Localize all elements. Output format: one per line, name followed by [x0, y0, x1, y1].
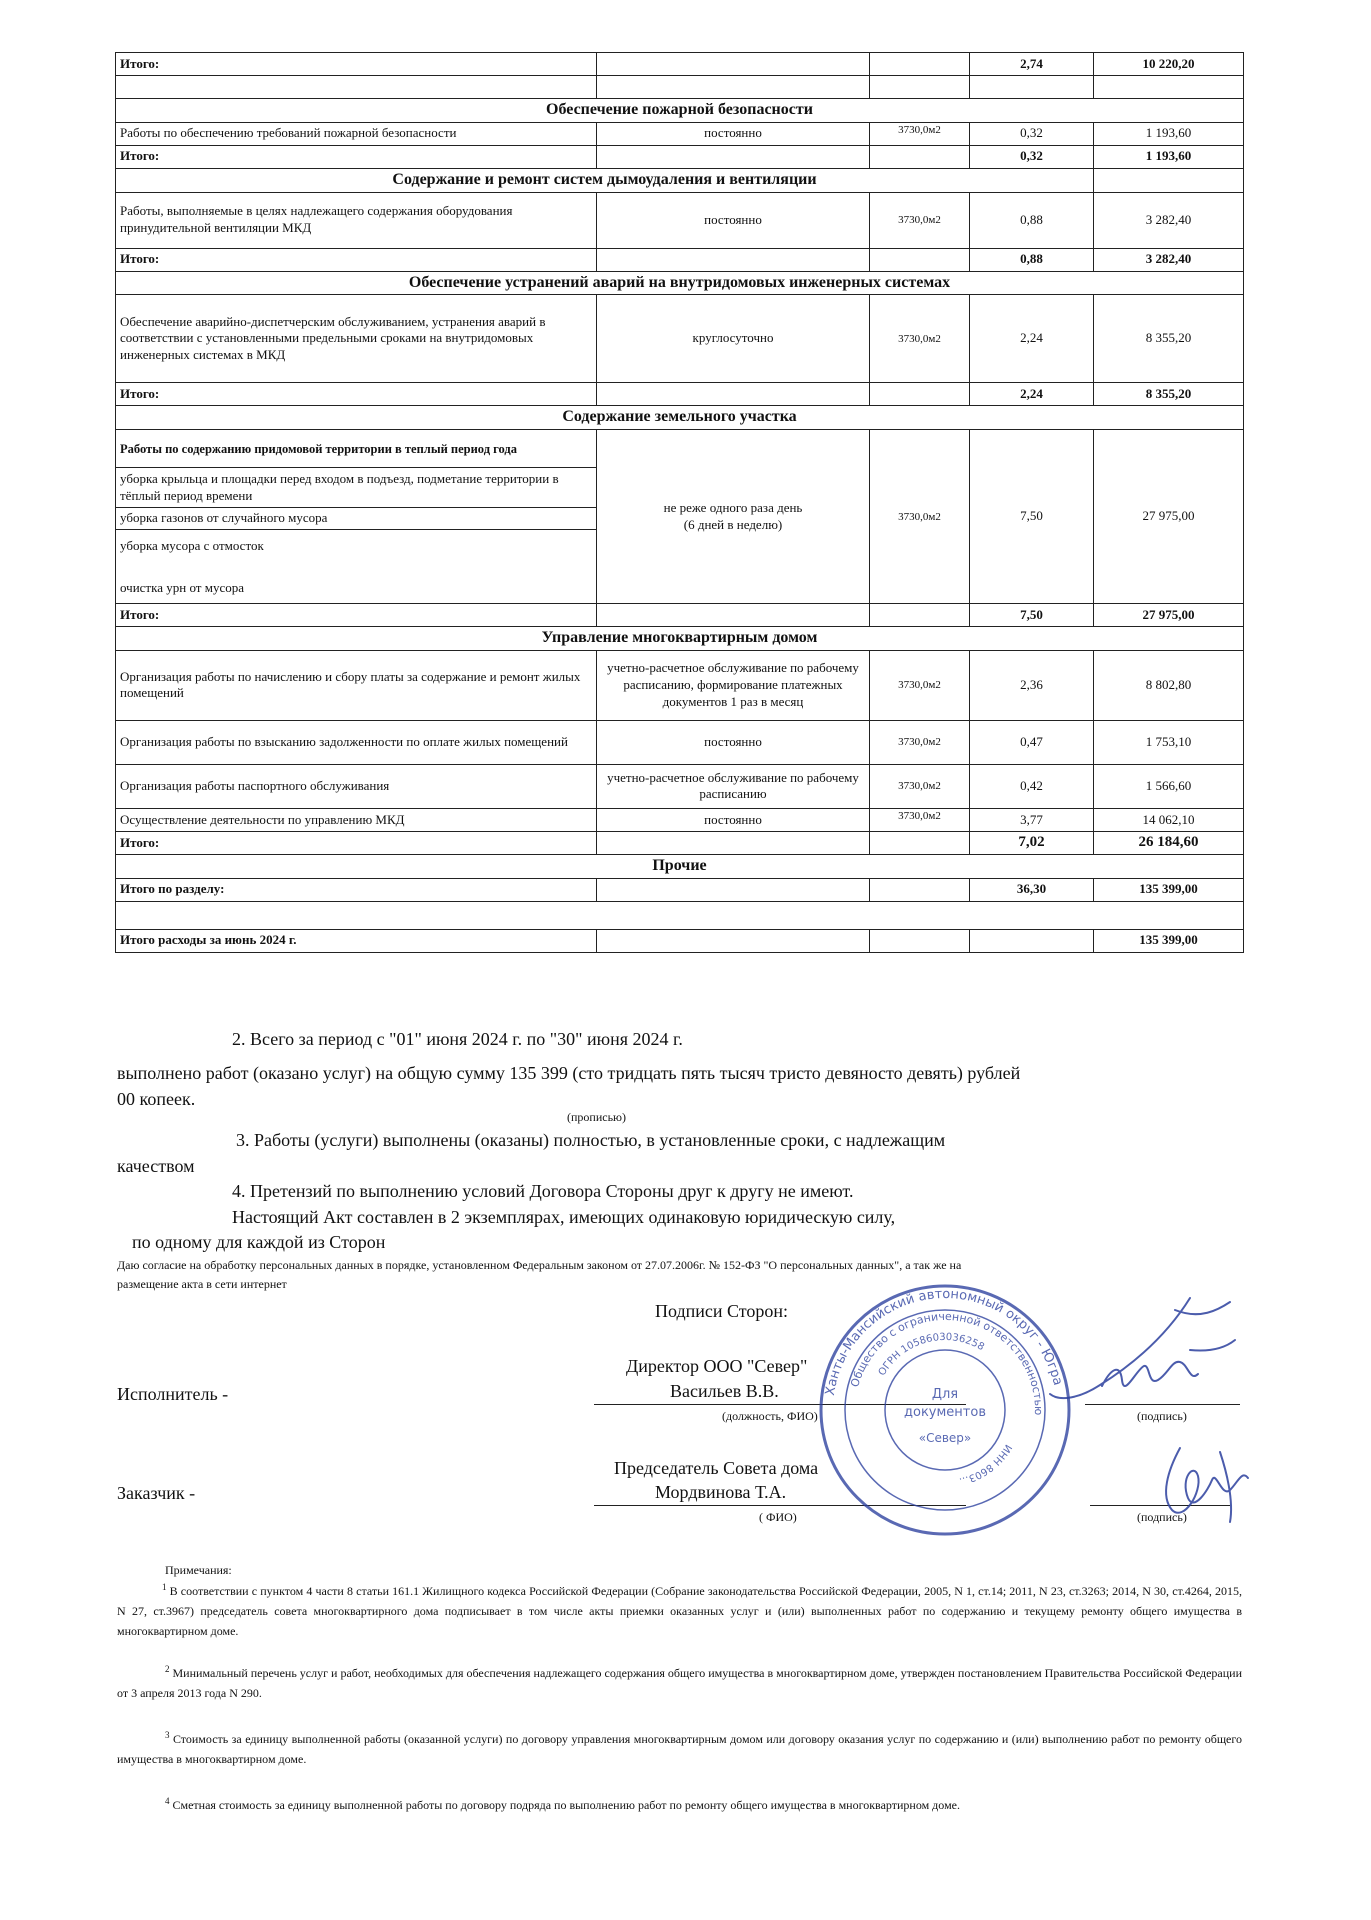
row-period: учетно-расчетное обслуживание по рабочему расписанию [597, 764, 870, 808]
row-sum: 8 355,20 [1094, 295, 1244, 383]
row-period: учетно-расчетное обслуживание по рабочему расписанию, формирование платежных документов 1 раз в месяц [597, 650, 870, 720]
month-total-label: Итого расходы за июнь 2024 г. [116, 929, 597, 952]
table-row [116, 248, 1244, 271]
customer-position: Председатель Совета дома [614, 1458, 819, 1478]
executor-caption: (должность, ФИО) [722, 1409, 818, 1423]
row-sum: 1 753,10 [1094, 720, 1244, 764]
total-rate: 7,02 [970, 831, 1094, 854]
total-rate: 2,24 [970, 383, 1094, 406]
table-row [116, 145, 1244, 168]
row-rate: 2,36 [970, 650, 1094, 720]
table-row [116, 929, 1244, 952]
paragraph-2: 2. Всего за период с "01" июня 2024 г. по "30" июня 2024 г. [232, 1029, 683, 1049]
row-period: постоянно [597, 192, 870, 248]
stamp-name: «Север» [918, 1431, 972, 1445]
section-row [116, 168, 1244, 192]
row-unit: 3730,0м2 [870, 764, 970, 808]
paragraph-4: 4. Претензий по выполнению условий Договора Стороны друг к другу не имеют. [232, 1181, 854, 1201]
paragraph-3-cont: качеством [117, 1156, 195, 1176]
total-sum: 27 975,00 [1094, 604, 1244, 627]
table-row [116, 604, 1244, 627]
land-sum: 27 975,00 [1094, 430, 1244, 604]
note-2-text: Минимальный перечень услуг и работ, необходимых для обеспечения надлежащего содержания общего имущества в многоквартирном доме, утвержден постановлением Правительства Российской Федерации от 3 апреля 2013 года N 290. [117, 1666, 1243, 1700]
note-1-number: 1 [162, 1582, 167, 1592]
total-rate: 0,32 [970, 145, 1094, 168]
customer-signature [1150, 1440, 1260, 1530]
row-sum: 14 062,10 [1094, 808, 1244, 831]
row-period: постоянно [597, 720, 870, 764]
table-row [116, 831, 1244, 854]
table-row [116, 650, 1244, 720]
executor-label: Исполнитель - [117, 1384, 229, 1404]
total-rate: 7,50 [970, 604, 1094, 627]
total-label: Итого: [116, 383, 597, 406]
total-label: Итого: [116, 53, 597, 76]
row-sum: 1 566,60 [1094, 764, 1244, 808]
table-row [116, 122, 1244, 145]
land-rate: 7,50 [970, 430, 1094, 604]
table-row [116, 76, 1244, 99]
section-row [116, 406, 1244, 430]
total-label: Итого: [116, 248, 597, 271]
land-item: уборка крыльца и площадки перед входом в подъезд, подметание территории в тёплый период времени [116, 468, 597, 508]
row-period: постоянно [597, 122, 870, 145]
customer-sign-caption: (подпись) [1137, 1510, 1187, 1524]
total-sum: 3 282,40 [1094, 248, 1244, 271]
land-unit: 3730,0м2 [870, 430, 970, 604]
customer-label: Заказчик - [117, 1483, 196, 1503]
signatures-title: Подписи Сторон: [655, 1301, 789, 1321]
month-total-sum: 135 399,00 [1094, 929, 1244, 952]
stamp-outer-text: Ханты-Мансийский автономный округ - Югра [822, 1286, 1066, 1397]
row-name: Организация работы паспортного обслуживания [116, 764, 597, 808]
table-row [116, 53, 1244, 76]
land-item: уборка газонов от случайного мусора [116, 508, 597, 530]
note-4-text: Сметная стоимость за единицу выполненной работы по договору подряда по выполнению работ по ремонту общего имущества в многоквартирном доме. [172, 1798, 960, 1812]
table-row [116, 808, 1244, 831]
row-name: Работы, выполняемые в целях надлежащего содержания оборудования принудительной вентиляции МКД [116, 192, 597, 248]
total-rate: 2,74 [970, 53, 1094, 76]
paragraph-3: 3. Работы (услуги) выполнены (оказаны) полностью, в установленные сроки, с надлежащим [236, 1130, 946, 1150]
note-1-text: В соответствии с пунктом 4 части 8 статьи 161.1 Жилищного кодекса Российской Федерации (Собрание законодательства Российской Федерации, 2005, N 1, ст.14; 2011, N 23, ст.3263; 2014, N 30, ст.4264, 2015, N 27, ст.3967) председатель совета многоквартирного дома подписывает в том числе акты приемки оказанных услуг и (или) выполненных работ по содержанию и текущему ремонту общего имущества в многоквартирном доме. [117, 1584, 1243, 1638]
customer-caption: ( ФИО) [759, 1510, 797, 1524]
consent-line-2: размещение акта в сети интернет [117, 1277, 287, 1291]
note-4 [117, 1794, 1242, 1816]
row-period: постоянно [597, 808, 870, 831]
company-stamp [815, 1280, 1075, 1540]
table-row [116, 764, 1244, 808]
services-table [115, 52, 1244, 953]
land-period: не реже одного раза день (6 дней в неделю) [597, 430, 870, 604]
consent-line-1: Даю согласие на обработку персональных данных в порядке, установленном Федеральным законом от 27.07.2006г. № 152-ФЗ "О персональных данных", а так же на [117, 1258, 962, 1272]
note-2-number: 2 [165, 1664, 170, 1674]
section-total-sum: 135 399,00 [1094, 878, 1244, 901]
row-rate: 0,47 [970, 720, 1094, 764]
total-rate: 0,88 [970, 248, 1094, 271]
in-words-caption: (прописью) [567, 1110, 627, 1124]
row-unit: 3730,0м2 [870, 122, 970, 145]
stamp-inn-text: ИНН 8603... [958, 1442, 1014, 1487]
section-row [116, 627, 1244, 651]
paragraph-2-kopeks: 00 копеек. [117, 1089, 196, 1109]
stamp-ogrn-text: ОГРН 1058603036258 [876, 1331, 986, 1378]
land-header: Работы по содержанию придомовой территории в теплый период года [116, 430, 597, 468]
notes-title: Примечания: [165, 1563, 232, 1577]
total-sum: 10 220,20 [1094, 53, 1244, 76]
section-title-smoke: Содержание и ремонт систем дымоудаления и вентиляции [116, 168, 1094, 192]
table-row [116, 901, 1244, 929]
section-title-land: Содержание земельного участка [116, 406, 1244, 430]
note-2 [117, 1662, 1242, 1704]
row-unit: 3730,0м2 [870, 192, 970, 248]
row-sum: 3 282,40 [1094, 192, 1244, 248]
executor-sign-caption: (подпись) [1137, 1409, 1187, 1423]
row-rate: 0,32 [970, 122, 1094, 145]
row-rate: 0,88 [970, 192, 1094, 248]
row-rate: 0,42 [970, 764, 1094, 808]
section-total-rate: 36,30 [970, 878, 1094, 901]
paragraph-5-cont: по одному для каждой из Сторон [132, 1232, 386, 1252]
total-label: Итого: [116, 604, 597, 627]
table-row [116, 192, 1244, 248]
row-sum: 8 802,80 [1094, 650, 1244, 720]
land-item: уборка мусора с отмосток [116, 530, 597, 564]
row-unit: 3730,0м2 [870, 808, 970, 831]
section-row [116, 271, 1244, 295]
table-row [116, 878, 1244, 901]
total-sum: 8 355,20 [1094, 383, 1244, 406]
total-label: Итого: [116, 145, 597, 168]
note-1 [117, 1580, 1242, 1641]
note-3 [117, 1728, 1242, 1770]
row-period: круглосуточно [597, 295, 870, 383]
row-unit: 3730,0м2 [870, 295, 970, 383]
stamp-middle-text: Общество с ограниченной ответственностью [848, 1309, 1046, 1416]
row-unit: 3730,0м2 [870, 650, 970, 720]
svg-text:ИНН 8603... [958, 1442, 1013, 1486]
executor-name: Васильев В.В. [670, 1381, 779, 1401]
table-row [116, 430, 1244, 468]
row-name: Организация работы по начислению и сбору платы за содержание и ремонт жилых помещений [116, 650, 597, 720]
table-row [116, 383, 1244, 406]
row-name: Работы по обеспечению требований пожарной безопасности [116, 122, 597, 145]
row-rate: 2,24 [970, 295, 1094, 383]
section-row [116, 99, 1244, 123]
row-name: Осуществление деятельности по управлению МКД [116, 808, 597, 831]
paragraph-2-sum: выполнено работ (оказано услуг) на общую сумму 135 399 (сто тридцать пять тысяч тристо девяносто девять) рублей [117, 1063, 1021, 1083]
row-name: Обеспечение аварийно-диспетчерским обслуживанием, устранения аварий в соответствии с установленными предельными сроками на внутридомовых инженерных системах в МКД [116, 295, 597, 383]
executor-signature [1040, 1290, 1240, 1415]
row-sum: 1 193,60 [1094, 122, 1244, 145]
stamp-center-top: Для [931, 1387, 959, 1402]
stamp-center-bottom: документов [904, 1405, 986, 1420]
row-unit: 3730,0м2 [870, 720, 970, 764]
row-name: Организация работы по взысканию задолженности по оплате жилых помещений [116, 720, 597, 764]
section-row [116, 854, 1244, 878]
total-sum: 1 193,60 [1094, 145, 1244, 168]
executor-position: Директор ООО "Север" [626, 1356, 808, 1376]
note-3-number: 3 [165, 1730, 170, 1740]
note-4-number: 4 [165, 1796, 170, 1806]
table-row [116, 295, 1244, 383]
customer-name: Мордвинова Т.А. [655, 1482, 787, 1502]
section-title-fire: Обеспечение пожарной безопасности [116, 99, 1244, 123]
paragraph-5: Настоящий Акт составлен в 2 экземплярах, имеющих одинаковую юридическую силу, [232, 1207, 896, 1227]
section-title-emergency: Обеспечение устранений аварий на внутридомовых инженерных системах [116, 271, 1244, 295]
table-row [116, 720, 1244, 764]
total-sum: 26 184,60 [1094, 831, 1244, 854]
section-title-management: Управление многоквартирным домом [116, 627, 1244, 651]
section-total-label: Итого по разделу: [116, 878, 597, 901]
section-title-other: Прочие [116, 854, 1244, 878]
land-item: очистка урн от мусора [116, 564, 597, 604]
total-label: Итого: [116, 831, 597, 854]
row-rate: 3,77 [970, 808, 1094, 831]
note-3-text: Стоимость за единицу выполненной работы (оказанной услуги) по договору управления многоквартирным домом или договору оказания услуг по содержанию и (или) выполнению работ по ремонту общего имущества в многоквартирном доме. [117, 1732, 1243, 1766]
